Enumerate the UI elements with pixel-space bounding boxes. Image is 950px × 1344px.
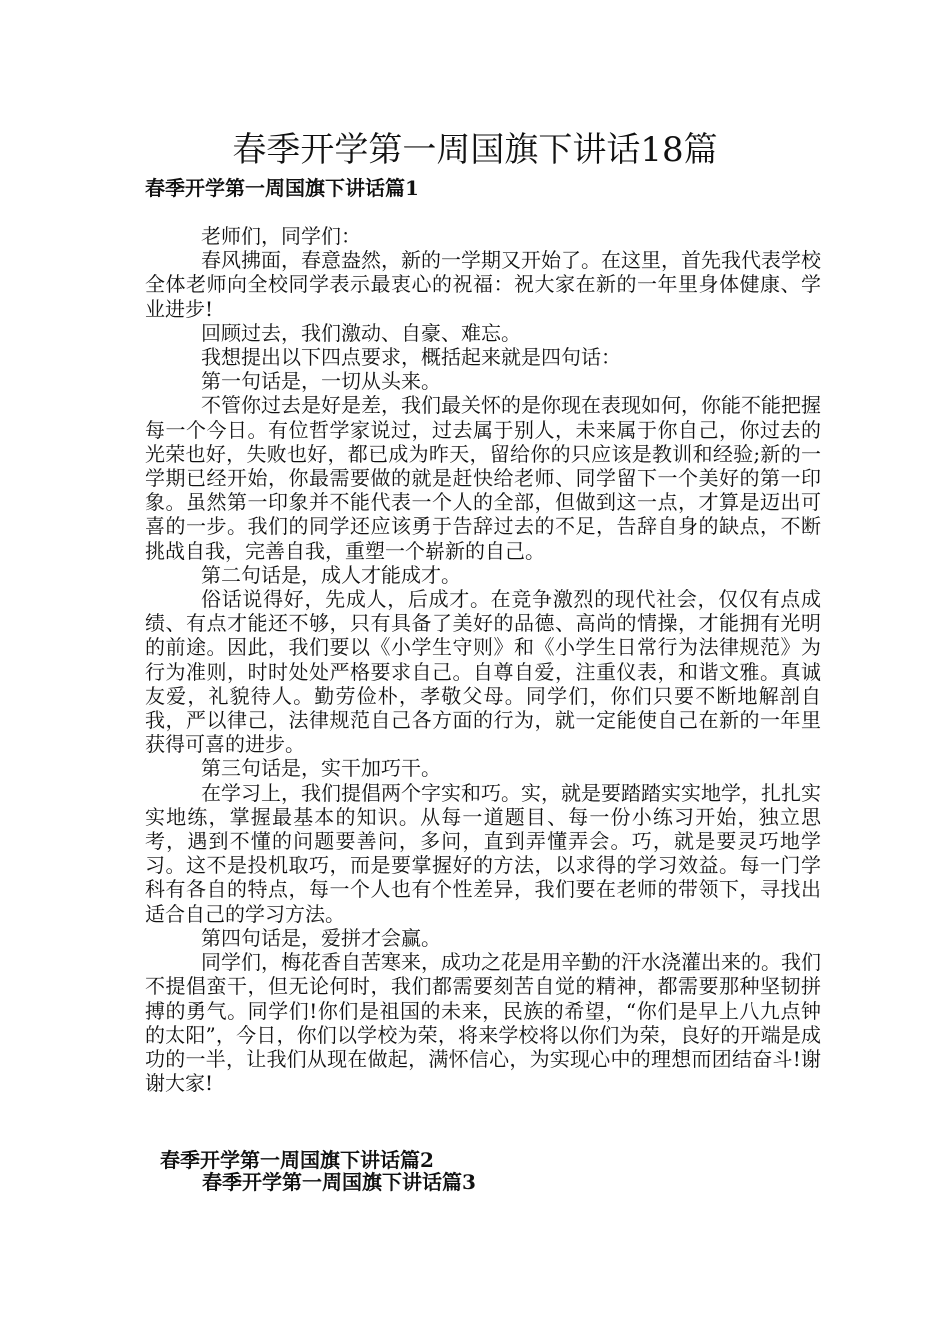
paragraph: 俗话说得好，先成人，后成才。在竞争激烈的现代社会，仅仅有点成绩、有点才能还不够，只有具备了美好的品德、高尚的情操，才能拥有光明的前途。因此，我们要以《小学生守则》和《小学生日常行为法律规范》为行为准则，时时处处严格要求自己。自尊自爱，注重仪表，和谐文雅。真诚友爱，礼貌待人。勤劳俭朴，孝敬父母。同学们，你们只要不断地解剖自我，严以律己，法律规范自己各方面的行为，就一定能使自己在新的一年里获得可喜的进步。: [145, 587, 821, 757]
paragraph: 同学们，梅花香自苦寒来，成功之花是用辛勤的汗水浇灌出来的。我们不提倡蛮干，但无论何时，我们都需要刻苦自觉的精神，都需要那种坚韧拼搏的勇气。同学们!你们是祖国的未来，民族的希望，“你们是早上八九点钟的太阳”，今日，你们以学校为荣，将来学校将以你们为荣，良好的开端是成功的一半，让我们从现在做起，满怀信心，为实现心中的理想而团结奋斗!谢谢大家!: [145, 950, 821, 1096]
paragraph: 在学习上，我们提倡两个字实和巧。实，就是要踏踏实实地学，扎扎实实地练，掌握最基本的知识。从每一道题目、每一份小练习开始，独立思考，遇到不懂的问题要善问，多问，直到弄懂弄会。巧，就是要灵巧地学习。这不是投机取巧，而是要掌握好的方法，以求得的学习效益。每一门学科有各自的特点，每一个人也有个性差异，我们要在老师的带领下，寻找出适合自己的学习方法。: [145, 780, 821, 926]
paragraph: 我想提出以下四点要求，概括起来就是四句话：: [201, 345, 621, 370]
document-title: 春季开学第一周国旗下讲话18篇: [232, 130, 718, 170]
paragraph: 第一句话是，一切从头来。: [201, 369, 441, 394]
section-heading-1: 春季开学第一周国旗下讲话篇1: [145, 176, 419, 200]
paragraph: 回顾过去，我们激动、自豪、难忘。: [201, 320, 521, 345]
paragraph: 不管你过去是好是差，我们最关怀的是你现在表现如何，你能不能把握每一个今日。有位哲学家说过，过去属于别人，未来属于你自己，你过去的光荣也好，失败也好，都已成为昨天，留给你的只应该是教训和经验;新的一学期已经开始，你最需要做的就是赶快给老师、同学留下一个美好的第一印象。虽然第一印象并不能代表一个人的全部，但做到这一点，才算是迈出可喜的一步。我们的同学还应该勇于告辞过去的不足，告辞自身的缺点，不断挑战自我，完善自我，重塑一个崭新的自己。: [145, 393, 821, 563]
paragraph: 第二句话是，成人才能成才。: [201, 562, 461, 587]
paragraph: 春风拂面，春意盎然，新的一学期又开始了。在这里，首先我代表学校全体老师向全校同学表示最衷心的祝福：祝大家在新的一年里身体健康、学业进步!: [145, 248, 821, 321]
paragraph: 第三句话是，实干加巧干。: [201, 756, 441, 781]
paragraph: 老师们，同学们：: [201, 224, 361, 248]
section-heading-3: 春季开学第一周国旗下讲话篇3: [202, 1170, 476, 1194]
section-heading-2: 春季开学第一周国旗下讲话篇2: [160, 1148, 434, 1172]
speech-body: [145, 224, 821, 1095]
paragraph: 第四句话是，爱拼才会赢。: [201, 925, 441, 950]
